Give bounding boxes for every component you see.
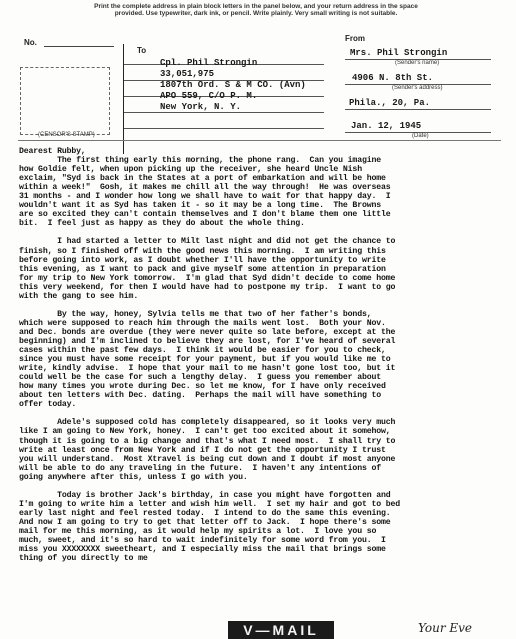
letter-line: going anywhere after this, unless I go with you. <box>19 472 248 482</box>
to-serial: 33,051,975 <box>160 69 215 79</box>
letter-line: miss you XXXXXXXX sweetheart, and I especially miss the mail that brings some <box>19 545 386 555</box>
letter-line: early last night and feel rested today. I intend to do the same this evening. <box>19 508 391 518</box>
letter-line: how many times you wrote during Dec. so let me know, for I have only received <box>19 382 386 392</box>
letter-line: could well be the case for such a lengthy delay. I guess you remember about <box>19 373 382 383</box>
letter-line: write at least once from New York and if I do not get the opportunity I trust <box>19 445 386 455</box>
letter-line: within a week!" Gosh, it makes me chill all the way through! He was overseas <box>19 183 391 193</box>
letter-line: this very weekend, for then I would have had to postpone my trip. I want to go <box>19 282 396 292</box>
letter-line: about ten letters with Dec. dating. Perhaps the mail will have something to <box>19 391 382 401</box>
to-unit: 1807th Ord. S & M CO. (Avn) <box>160 80 306 90</box>
instructions-line-1: Print the complete address in plain block letters in the panel below, and your return address in the space <box>94 3 418 10</box>
letter-line: bit. I feel just as happy as they do about the whole thing. <box>19 219 305 229</box>
letter-body <box>19 147 501 563</box>
censor-stamp-caption: (CENSOR'S STAMP) <box>38 132 95 138</box>
to-apo: APO 559, C/O P. M. <box>160 91 258 101</box>
date-caption: (Date) <box>412 133 429 139</box>
vmail-logo: V—MAIL <box>228 621 334 639</box>
no-label: No. <box>24 38 37 47</box>
letter-line: which were supposed to reach him through the mails went lost. Both your Nov. <box>19 318 386 328</box>
letter-line: exclaim, "Syd is back in the States at a port of embarkation and will be home <box>19 174 386 184</box>
letter-line: 31 months - and I wonder how long we shall have to wait for that happy day. I <box>19 192 391 202</box>
letter-line: write, kindly advise. I hope that your mail to me hasn't gone lost too, but it <box>19 364 396 374</box>
letter-line: I had started a letter to Milt last night and did not get the chance to <box>19 237 396 247</box>
letter-line: like I am going to New York, honey. I can't get too excited about it somehow, <box>19 427 391 437</box>
letter-line: By the way, honey, Sylvia tells me that two of her father's bonds, <box>19 309 372 319</box>
letter-line: you will understand. Most Xtravel is being cut down and I doubt if most anyone <box>19 454 396 464</box>
letter-line: And now I am going to try to get that letter off to Jack. I hope there's some <box>19 517 391 527</box>
letter-line <box>19 482 501 491</box>
letter-line: Today is brother Jack's birthday, in case you might have forgotten and <box>19 490 391 500</box>
letter-line: finish, so I finished off with the good news this morning. I am writing this <box>19 246 386 256</box>
senders-address-caption: (Sender's address) <box>392 85 443 91</box>
letter-line: The first thing early this morning, the phone rang. Can you imagine <box>19 156 382 166</box>
letter-line: and Dec. bonds are overdue (they were never quite so late before, except at the <box>19 327 396 337</box>
letter-line: since you must have some receipt for your payment, but if you would like me to <box>19 355 391 365</box>
instructions-line-2: provided. Use typewriter, dark ink, or pencil. Write plainly. Very small writing is not suitable. <box>114 10 398 17</box>
letter-line: for my trip to New York tomorrow. I'm glad that Syd didn't decide to come home <box>19 273 396 283</box>
letter-line: mail for me this morning, as it would help my spirits a lot. I love you so <box>19 526 377 536</box>
senders-name-caption: (Sender's name) <box>395 60 440 66</box>
no-field-line <box>44 46 114 47</box>
from-name: Mrs. Phil Strongin <box>350 48 448 58</box>
letter-line: cases within the past few days. I think it would be easier for you to check, <box>19 346 386 356</box>
letter-date: Jan. 12, 1945 <box>351 121 422 131</box>
to-name: Cpl. Phil Strongin <box>160 58 258 68</box>
letter-line: are so excited they can't contain themselves and I don't blame them one little <box>19 210 391 220</box>
letter-line: will be able to do any traveling in the future. I haven't any intentions of <box>19 463 382 473</box>
salutation: Dearest Rubby, <box>19 147 86 156</box>
from-label: From <box>345 34 365 43</box>
form-divider <box>18 140 501 141</box>
letter-line: how Goldie felt, when upon picking up the receiver, she heard Uncle Nish <box>19 165 362 175</box>
to-rule-5 <box>124 128 324 129</box>
letter-line: much, sweet, and it's so hard to wait indefinitely for some word from you. I <box>19 536 386 546</box>
censor-stamp-box <box>20 67 110 135</box>
from-city-line <box>345 109 491 110</box>
letter-line: offer today. <box>19 400 77 410</box>
letter-line: with the gang to see him. <box>19 291 139 301</box>
to-city: New York, N. Y. <box>160 102 242 112</box>
letter-line: Adele's supposed cold has completely disappeared, so it looks very much <box>19 418 396 428</box>
form-instructions <box>86 3 426 17</box>
letter-line: this evening, as I want to pack and give myself some attention in preparation <box>19 264 386 274</box>
letter-line: before going into work, as I doubt whether I'll have the opportunity to write <box>19 255 386 265</box>
signature: Your Eve <box>418 621 473 635</box>
letter-line: thing of you directly to me <box>19 554 148 564</box>
to-label: To <box>137 46 147 55</box>
letter-line: I'm going to write him a letter and wish him well. I set my hair and got to bed <box>19 499 401 509</box>
to-rule-4 <box>124 112 324 113</box>
letter-lines <box>19 156 501 563</box>
letter-line: wouldn't want it as Syd has taken it - so it may be a long time. The Browns <box>19 201 382 211</box>
letter-line: though it is going to a big change and that's what I need most. I shall try to <box>19 436 396 446</box>
letter-line <box>19 301 501 310</box>
from-city: Phila., 20, Pa. <box>349 98 431 108</box>
from-street: 4906 N. 8th St. <box>352 73 434 83</box>
letter-line: beginning) and I'm inclined to believe they are lost, for I've heard of several <box>19 336 396 346</box>
